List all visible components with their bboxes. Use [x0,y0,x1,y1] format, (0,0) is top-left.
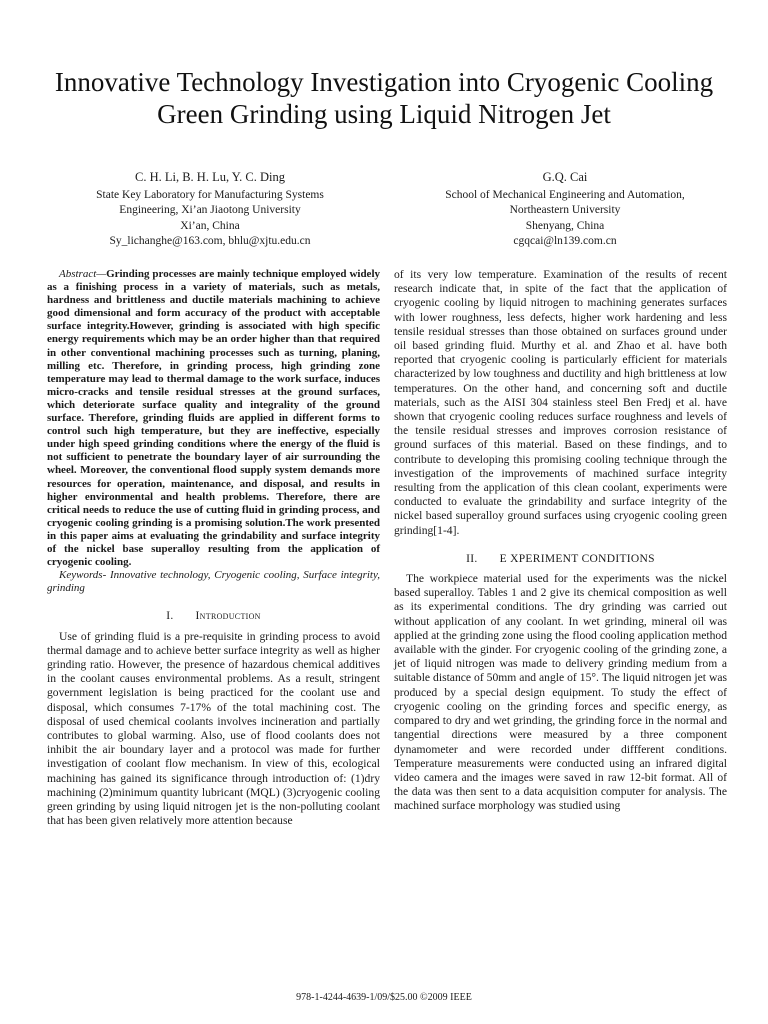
author-affiliation: Engineering, Xi’an Jiaotong University [119,204,301,216]
author-names: C. H. Li, B. H. Lu, Y. C. Ding [134,170,285,184]
experiment-paragraph: The workpiece material used for the experiments was the nickel based superalloy. Tables 1 and 2 give its chemical composition as well as its experimental conditions. The dry grinding was carried out without application of any coolant. In wet grinding, mineral oil was applied at the grinding zone using the flood cooling application method available with the ginder. For cryogenic cooling of the grinding zone, a jet of liquid nitrogen was made to delivery grinding medium from a suitable distance of 50mm and angle of 15°. The liquid nitrogen jet was produced by a special design equipment. To study the effect of cryogenic cooling on the grinding forces and specific energy, as compared to dry and wet grinding, the grinding force in the normal and tangential directions were measured by a three component dynamometer and were recorded under diffferent conditions. Temperature measurements were conducted using an infrared digital video camera and the images were saved in raw 12-bit format. All of the data was then sent to a data acquisition computer for analysis. The machined surface morphology was studied using [394,572,727,813]
author-block-right [395,170,735,250]
copyright-footer: 978-1-4244-4639-1/09/$25.00 ©2009 IEEE [296,992,472,1003]
author-emails: cgqcai@ln139.com.cn [513,235,617,247]
author-block-left [40,170,380,250]
section-title: E XPERIMENT CONDITIONS [499,552,655,565]
section-heading-experiment [394,552,727,566]
introduction-paragraph: Use of grinding fluid is a pre-requisite in grinding process to avoid thermal damage and to achieve better surface integrity as well as higher grinding ratio. However, the presence of hazardous chemical additives in the coolant causes environmental problems. As a result, stringent government legislation is being practiced for the coolant use and disposal, which consumes 7-17% of the total machining cost. The disposal of used chemical coolants involves incineration and partially contributes to global warming. Also, use of flood coolants does not inhibit the air boundary layer and a protocol was made for further investigation of coolant flow mechanism. In view of this, ecological machining has gained its significance through introduction of: (1)dry machining (2)minimum quantity lubricant (MQL) (3)cryogenic cooling green grinding by using liquid nitrogen jet is the non-polluting coolant that has been given relatively more attention because [47,629,380,828]
paper-title: Innovative Technology Investigation into Cryogenic Cooling Green Grinding using Liquid Nitrogen Jet [54,67,714,129]
abstract-lead: Abstract— [59,268,107,280]
introduction-continued-paragraph: of its very low temperature. Examination of the results of recent research indicate that, in spite of the fact that the application of cryogenic cooling by liquid nitrogen to machining generates surfaces with lower roughness, less defects, higher work hardening and less tensile residual stresses than those obtained on surfaces ground under oil based grinding fluid. Murthy et al. and Zhao et al. have both reported that cryogenic cooling is particularly efficient for materials characterized by low toughness and ductility and high brittleness at low temperatures. On the other hand, and concerning soft and ductile materials, such as the AISI 304 stainless steel Ben Fredj et al. have shown that cryogenic cooling reduces surface roughness and levels of the tensile residual stresses and improves corrosion resistance of ground surfaces of this material. Based on these findings, and to contribute to developing this promising cooling technique through the investigation of the improvements of machined surface integrity resulting from the application of this clean coolant, experiments were conducted to evaluate the grindability and surface integrity of the nickel based superalloy ground surfaces using cryogenic cooling green grinding[1-4]. [394,268,727,537]
abstract-text: Grinding processes are mainly technique employed widely as a finishing process in a variety of materials, such as metals, hardness and brittleness and ductile materials machining to achieve good dimensional and form accuracy of the product with acceptable surface integrity.However, grinding is associated with high specific energy requirements which may be an order higher than that required in other conventional machining processes such as turning, planing, milling etc. Therefore, in grinding process, high grinding zone temperature may lead to thermal damage to the work surface, induces micro-cracks and tensile residual stresses at the ground surfaces, which deteriorate surface quality and integrality of the ground surface. Therefore, grinding fluids are applied in different forms to control such high temperature, but they are ineffective, especially under high speed grinding conditions where the energy of the fluid is not sufficient to penetrate the boundary layer of air surrounding the wheel. Moreover, the conventional flood supply system demands more resources for operation, maintenance, and disposal, and results in higher environmental and health problems. Therefore, there are critical needs to reduce the use of cutting fluid in grinding process, and cryogenic cooling grinding is a promising solution.The work presented in this paper aims at evaluating the grindability and surface integrity of the nickel base superalloy resulting from the application of cryogenic cooling. [47,268,380,569]
abstract [47,268,380,569]
keywords: Keywords- Innovative technology, Cryogenic cooling, Surface integrity, grinding [47,569,380,595]
right-column [394,268,727,814]
author-affiliation: School of Mechanical Engineering and Automation, [445,188,685,201]
section-number: I. [166,610,174,623]
left-column [47,268,380,828]
author-affiliation: State Key Laboratory for Manufacturing Systems [96,188,324,201]
author-city: Shenyang, China [525,219,605,232]
author-emails: Sy_lichanghe@163.com, bhlu@xjtu.edu.cn [109,235,311,247]
section-title: Introduction [195,610,261,623]
author-city: Xi’an, China [180,219,240,232]
section-number: II. [466,552,478,565]
section-heading-introduction [47,609,380,623]
author-names: G.Q. Cai [542,170,588,184]
author-affiliation: Northeastern University [509,204,621,216]
